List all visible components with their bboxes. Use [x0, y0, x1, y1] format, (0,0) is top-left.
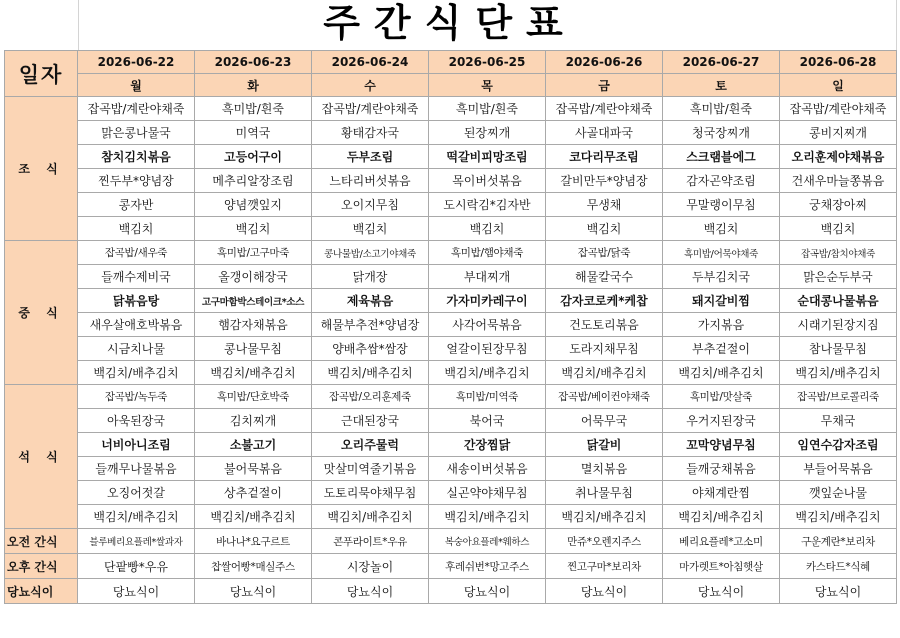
menu-item-cell: 백김치/배추김치	[546, 505, 663, 529]
menu-item-cell: 잡곡밥/베이컨야채죽	[546, 385, 663, 409]
meal-row	[5, 265, 897, 289]
menu-item-cell: 우거지된장국	[663, 409, 780, 433]
menu-item-cell: 소불고기	[195, 433, 312, 457]
menu-item-cell: 백김치/배추김치	[78, 361, 195, 385]
date-cell: 2026-06-24	[312, 51, 429, 74]
weekday-cell: 금	[546, 74, 663, 97]
menu-item-cell: 들깨궁채볶음	[663, 457, 780, 481]
menu-item-cell: 닭개장	[312, 265, 429, 289]
snack-row	[5, 554, 897, 579]
menu-item-cell: 도토리묵야채무침	[312, 481, 429, 505]
menu-item-cell: 건도토리볶음	[546, 313, 663, 337]
snack-label: 당뇨식이	[5, 579, 78, 604]
menu-item-cell: 백김치/배추김치	[195, 505, 312, 529]
date-cell: 2026-06-22	[78, 51, 195, 74]
menu-item-cell: 백김치	[429, 217, 546, 241]
menu-item-cell: 시금치나물	[78, 337, 195, 361]
menu-item-cell: 맛살미역줄기볶음	[312, 457, 429, 481]
snack-item-cell: 당뇨식이	[780, 579, 897, 604]
meal-label: 조 식	[5, 97, 78, 241]
menu-item-cell: 미역국	[195, 121, 312, 145]
meal-row	[5, 97, 897, 121]
menu-item-cell: 해물부추전*양념장	[312, 313, 429, 337]
menu-item-cell: 도시락김*김자반	[429, 193, 546, 217]
snack-item-cell: 베리요플레*고소미	[663, 529, 780, 554]
menu-item-cell: 닭갈비	[546, 433, 663, 457]
menu-item-cell: 백김치/배추김치	[780, 505, 897, 529]
menu-item-cell: 오리훈제야채볶음	[780, 145, 897, 169]
menu-item-cell: 흑미밥/흰죽	[429, 97, 546, 121]
menu-item-cell: 찐두부*양념장	[78, 169, 195, 193]
menu-item-cell: 떡갈비피망조림	[429, 145, 546, 169]
menu-item-cell: 백김치	[195, 217, 312, 241]
menu-item-cell: 참나물무침	[780, 337, 897, 361]
menu-item-cell: 시래기된장지짐	[780, 313, 897, 337]
menu-item-cell: 올갱이해장국	[195, 265, 312, 289]
menu-item-cell: 콩비지찌개	[780, 121, 897, 145]
menu-item-cell: 잡곡밥/녹두죽	[78, 385, 195, 409]
menu-item-cell: 콩자반	[78, 193, 195, 217]
menu-item-cell: 무채국	[780, 409, 897, 433]
weekday-cell: 화	[195, 74, 312, 97]
menu-item-cell: 된장찌개	[429, 121, 546, 145]
page-title: 주간식단표	[323, 1, 577, 45]
date-cell: 2026-06-28	[780, 51, 897, 74]
menu-item-cell: 들깨수제비국	[78, 265, 195, 289]
snack-row	[5, 579, 897, 604]
menu-item-cell: 백김치	[78, 217, 195, 241]
menu-item-cell: 백김치	[546, 217, 663, 241]
day-row	[5, 74, 897, 97]
date-row	[5, 51, 897, 74]
snack-label: 오후 간식	[5, 554, 78, 579]
menu-item-cell: 북어국	[429, 409, 546, 433]
snack-item-cell: 단팥빵*우유	[78, 554, 195, 579]
meal-row	[5, 169, 897, 193]
weekday-cell: 토	[663, 74, 780, 97]
meal-row	[5, 409, 897, 433]
menu-item-cell: 스크램블에그	[663, 145, 780, 169]
menu-item-cell: 돼지갈비찜	[663, 289, 780, 313]
snack-item-cell: 당뇨식이	[195, 579, 312, 604]
snack-row	[5, 529, 897, 554]
menu-item-cell: 콩나물밥/소고기야채죽	[312, 241, 429, 265]
snack-item-cell: 찐고구마*보리차	[546, 554, 663, 579]
meal-row	[5, 241, 897, 265]
menu-item-cell: 부대찌개	[429, 265, 546, 289]
snack-item-cell: 후레쉬번*망고주스	[429, 554, 546, 579]
menu-item-cell: 갈비만두*양념장	[546, 169, 663, 193]
menu-item-cell: 콩나물무침	[195, 337, 312, 361]
weekday-cell: 월	[78, 74, 195, 97]
menu-item-cell: 잡곡밥/계란야채죽	[546, 97, 663, 121]
meal-row	[5, 121, 897, 145]
menu-item-cell: 두부김치국	[663, 265, 780, 289]
menu-item-cell: 흑미밥/맛살죽	[663, 385, 780, 409]
menu-item-cell: 임연수감자조림	[780, 433, 897, 457]
menu-item-cell: 황태감자국	[312, 121, 429, 145]
date-cell: 2026-06-26	[546, 51, 663, 74]
menu-item-cell: 실곤약야채무침	[429, 481, 546, 505]
menu-item-cell: 백김치	[663, 217, 780, 241]
menu-item-cell: 흑미밥/흰죽	[195, 97, 312, 121]
menu-item-cell: 근대된장국	[312, 409, 429, 433]
menu-item-cell: 사각어묵볶음	[429, 313, 546, 337]
menu-item-cell: 도라지채무침	[546, 337, 663, 361]
menu-item-cell: 해물칼국수	[546, 265, 663, 289]
meal-label: 석 식	[5, 385, 78, 529]
snack-item-cell: 당뇨식이	[429, 579, 546, 604]
meal-row	[5, 337, 897, 361]
menu-item-cell: 흑미밥/고구마죽	[195, 241, 312, 265]
meal-row	[5, 145, 897, 169]
meal-row	[5, 313, 897, 337]
snack-item-cell: 당뇨식이	[546, 579, 663, 604]
menu-item-cell: 멸치볶음	[546, 457, 663, 481]
menu-item-cell: 김치찌개	[195, 409, 312, 433]
menu-item-cell: 깻잎순나물	[780, 481, 897, 505]
snack-item-cell: 시장놀이	[312, 554, 429, 579]
menu-item-cell: 부추겉절이	[663, 337, 780, 361]
date-cell: 2026-06-23	[195, 51, 312, 74]
meal-row	[5, 289, 897, 313]
menu-item-cell: 메추리알장조림	[195, 169, 312, 193]
menu-item-cell: 흑미밥/어묵야채죽	[663, 241, 780, 265]
menu-item-cell: 상추겉절이	[195, 481, 312, 505]
menu-item-cell: 백김치/배추김치	[312, 361, 429, 385]
menu-item-cell: 들깨무나물볶음	[78, 457, 195, 481]
snack-item-cell: 마가렛트*아침햇살	[663, 554, 780, 579]
menu-item-cell: 닭볶음탕	[78, 289, 195, 313]
menu-item-cell: 잡곡밥/브로콜리죽	[780, 385, 897, 409]
snack-item-cell: 블루베리요플레*쌀과자	[78, 529, 195, 554]
menu-item-cell: 아욱된장국	[78, 409, 195, 433]
menu-item-cell: 잡곡밥/계란야채죽	[78, 97, 195, 121]
menu-item-cell: 백김치/배추김치	[546, 361, 663, 385]
menu-item-cell: 가자미카레구이	[429, 289, 546, 313]
menu-item-cell: 취나물무침	[546, 481, 663, 505]
menu-item-cell: 새우살애호박볶음	[78, 313, 195, 337]
meal-row	[5, 481, 897, 505]
meal-row	[5, 193, 897, 217]
menu-item-cell: 잡곡밥/계란야채죽	[780, 97, 897, 121]
weekday-cell: 일	[780, 74, 897, 97]
menu-item-cell: 어묵무국	[546, 409, 663, 433]
snack-item-cell: 복숭아요플레*웨하스	[429, 529, 546, 554]
menu-table	[4, 50, 897, 604]
menu-item-cell: 고등어구이	[195, 145, 312, 169]
menu-item-cell: 오리주물럭	[312, 433, 429, 457]
meal-row	[5, 217, 897, 241]
snack-item-cell: 당뇨식이	[312, 579, 429, 604]
meal-row	[5, 385, 897, 409]
menu-item-cell: 제육볶음	[312, 289, 429, 313]
menu-item-cell: 너비아니조림	[78, 433, 195, 457]
menu-item-cell: 양념깻잎지	[195, 193, 312, 217]
menu-item-cell: 두부조림	[312, 145, 429, 169]
menu-item-cell: 새송이버섯볶음	[429, 457, 546, 481]
menu-item-cell: 흑미밥/단호박죽	[195, 385, 312, 409]
menu-item-cell: 흑미밥/흰죽	[663, 97, 780, 121]
menu-item-cell: 맑은콩나물국	[78, 121, 195, 145]
menu-item-cell: 잡곡밥/오리훈제죽	[312, 385, 429, 409]
menu-item-cell: 햄감자채볶음	[195, 313, 312, 337]
snack-item-cell: 바나나*요구르트	[195, 529, 312, 554]
menu-item-cell: 백김치/배추김치	[78, 505, 195, 529]
meal-label: 중 식	[5, 241, 78, 385]
menu-item-cell: 오징어젓갈	[78, 481, 195, 505]
menu-item-cell: 감자곤약조림	[663, 169, 780, 193]
menu-item-cell: 흑미밥/미역죽	[429, 385, 546, 409]
menu-item-cell: 꼬막양념무침	[663, 433, 780, 457]
meal-row	[5, 505, 897, 529]
menu-item-cell: 잡곡밥/계란야채죽	[312, 97, 429, 121]
menu-item-cell: 무생채	[546, 193, 663, 217]
menu-item-cell: 감자코로케*케찹	[546, 289, 663, 313]
menu-item-cell: 청국장찌개	[663, 121, 780, 145]
menu-item-cell: 양배추쌈*쌈장	[312, 337, 429, 361]
menu-item-cell: 부들어묵볶음	[780, 457, 897, 481]
snack-item-cell: 구운계란*보리차	[780, 529, 897, 554]
menu-item-cell: 백김치/배추김치	[312, 505, 429, 529]
snack-item-cell: 콘푸라이트*우유	[312, 529, 429, 554]
menu-item-cell: 백김치	[780, 217, 897, 241]
menu-item-cell: 야채계란찜	[663, 481, 780, 505]
menu-item-cell: 목이버섯볶음	[429, 169, 546, 193]
menu-item-cell: 백김치/배추김치	[195, 361, 312, 385]
menu-item-cell: 건새우마늘쫑볶음	[780, 169, 897, 193]
menu-item-cell: 느타리버섯볶음	[312, 169, 429, 193]
menu-item-cell: 간장찜닭	[429, 433, 546, 457]
snack-item-cell: 당뇨식이	[78, 579, 195, 604]
date-cell: 2026-06-27	[663, 51, 780, 74]
menu-item-cell: 맑은순두부국	[780, 265, 897, 289]
menu-item-cell: 잡곡밥/닭죽	[546, 241, 663, 265]
menu-item-cell: 백김치/배추김치	[429, 505, 546, 529]
menu-item-cell: 코다리무조림	[546, 145, 663, 169]
weekday-cell: 목	[429, 74, 546, 97]
menu-item-cell: 백김치/배추김치	[429, 361, 546, 385]
menu-item-cell: 고구마함박스테이크*소스	[195, 289, 312, 313]
menu-item-cell: 흑미밥/햄야채죽	[429, 241, 546, 265]
menu-item-cell: 오이지무침	[312, 193, 429, 217]
menu-item-cell: 백김치/배추김치	[663, 505, 780, 529]
snack-label: 오전 간식	[5, 529, 78, 554]
menu-item-cell: 잡곡밥/참치야채죽	[780, 241, 897, 265]
meal-row	[5, 361, 897, 385]
snack-item-cell: 당뇨식이	[663, 579, 780, 604]
date-cell: 2026-06-25	[429, 51, 546, 74]
menu-item-cell: 잡곡밥/새우죽	[78, 241, 195, 265]
menu-item-cell: 가지볶음	[663, 313, 780, 337]
menu-item-cell: 백김치	[312, 217, 429, 241]
menu-item-cell: 궁채장아찌	[780, 193, 897, 217]
meal-row	[5, 433, 897, 457]
menu-item-cell: 순대콩나물볶음	[780, 289, 897, 313]
menu-item-cell: 백김치/배추김치	[780, 361, 897, 385]
menu-item-cell: 무말랭이무침	[663, 193, 780, 217]
menu-item-cell: 사골대파국	[546, 121, 663, 145]
date-header-label: 일자	[5, 51, 78, 97]
weekday-cell: 수	[312, 74, 429, 97]
meal-row	[5, 457, 897, 481]
menu-item-cell: 백김치/배추김치	[663, 361, 780, 385]
snack-item-cell: 카스타드*식혜	[780, 554, 897, 579]
menu-item-cell: 얼갈이된장무침	[429, 337, 546, 361]
snack-item-cell: 찹쌀어빵*매실주스	[195, 554, 312, 579]
menu-item-cell: 불어묵볶음	[195, 457, 312, 481]
menu-item-cell: 참치김치볶음	[78, 145, 195, 169]
snack-item-cell: 만쥬*오렌지주스	[546, 529, 663, 554]
